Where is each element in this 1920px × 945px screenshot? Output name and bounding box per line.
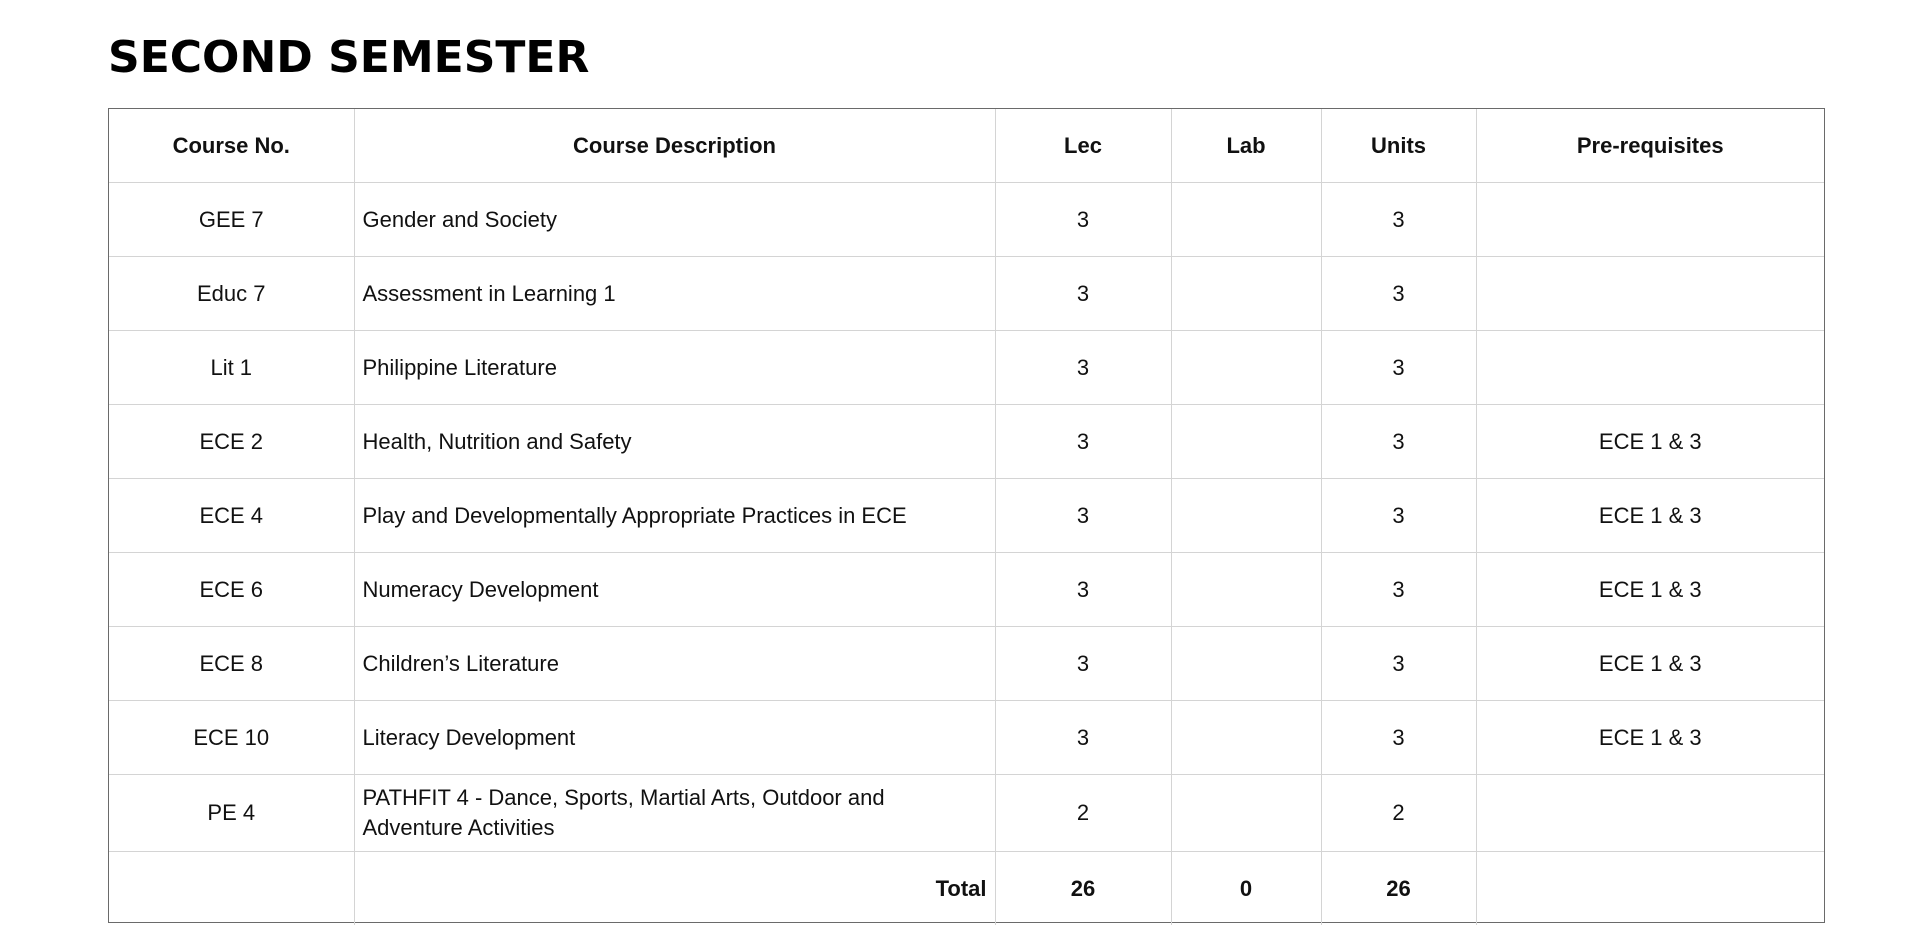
total-lab: 0: [1171, 852, 1321, 926]
lab-value: [1171, 257, 1321, 331]
curriculum-table: [108, 108, 1825, 923]
lab-value: [1171, 775, 1321, 852]
course-no: ECE 6: [109, 553, 354, 627]
header-lec: Lec: [995, 109, 1171, 183]
prerequisites: ECE 1 & 3: [1476, 701, 1824, 775]
units-value: 3: [1321, 479, 1476, 553]
course-no: ECE 2: [109, 405, 354, 479]
units-value: 2: [1321, 775, 1476, 852]
table-row: [109, 553, 1824, 627]
lab-value: [1171, 479, 1321, 553]
lab-value: [1171, 701, 1321, 775]
header-course-no: Course No.: [109, 109, 354, 183]
lec-value: 3: [995, 183, 1171, 257]
course-description: Gender and Society: [354, 183, 995, 257]
lec-value: 3: [995, 331, 1171, 405]
lab-value: [1171, 183, 1321, 257]
lec-value: 3: [995, 701, 1171, 775]
course-no: GEE 7: [109, 183, 354, 257]
header-lab: Lab: [1171, 109, 1321, 183]
lab-value: [1171, 331, 1321, 405]
prerequisites: [1476, 331, 1824, 405]
table-row: [109, 701, 1824, 775]
units-value: 3: [1321, 627, 1476, 701]
course-no: PE 4: [109, 775, 354, 852]
units-value: 3: [1321, 183, 1476, 257]
prerequisites: ECE 1 & 3: [1476, 553, 1824, 627]
total-empty-cell: [109, 852, 354, 926]
total-prereq-empty-cell: [1476, 852, 1824, 926]
table-header-row: [109, 109, 1824, 183]
units-value: 3: [1321, 257, 1476, 331]
prerequisites: [1476, 775, 1824, 852]
course-no: ECE 8: [109, 627, 354, 701]
course-description: Numeracy Development: [354, 553, 995, 627]
lab-value: [1171, 627, 1321, 701]
course-description: Literacy Development: [354, 701, 995, 775]
course-description: Play and Developmentally Appropriate Practices in ECE: [354, 479, 995, 553]
course-no: Educ 7: [109, 257, 354, 331]
course-description: PATHFIT 4 - Dance, Sports, Martial Arts, Outdoor and Adventure Activities: [354, 775, 995, 852]
table-row: [109, 183, 1824, 257]
total-label: Total: [354, 852, 995, 926]
total-row: [109, 852, 1824, 926]
header-prerequisites: Pre-requisites: [1476, 109, 1824, 183]
table-row: [109, 775, 1824, 852]
course-description: Philippine Literature: [354, 331, 995, 405]
prerequisites: [1476, 183, 1824, 257]
table-row: [109, 257, 1824, 331]
units-value: 3: [1321, 405, 1476, 479]
course-description: Children’s Literature: [354, 627, 995, 701]
prerequisites: ECE 1 & 3: [1476, 627, 1824, 701]
course-description: Health, Nutrition and Safety: [354, 405, 995, 479]
course-no: Lit 1: [109, 331, 354, 405]
lec-value: 2: [995, 775, 1171, 852]
total-units: 26: [1321, 852, 1476, 926]
prerequisites: [1476, 257, 1824, 331]
units-value: 3: [1321, 553, 1476, 627]
lab-value: [1171, 553, 1321, 627]
units-value: 3: [1321, 331, 1476, 405]
lab-value: [1171, 405, 1321, 479]
prerequisites: ECE 1 & 3: [1476, 479, 1824, 553]
course-description: Assessment in Learning 1: [354, 257, 995, 331]
header-units: Units: [1321, 109, 1476, 183]
total-lec: 26: [995, 852, 1171, 926]
table-row: [109, 405, 1824, 479]
page-title: SECOND SEMESTER: [108, 32, 590, 83]
lec-value: 3: [995, 479, 1171, 553]
lec-value: 3: [995, 553, 1171, 627]
table-row: [109, 479, 1824, 553]
prerequisites: ECE 1 & 3: [1476, 405, 1824, 479]
lec-value: 3: [995, 405, 1171, 479]
header-course-description: Course Description: [354, 109, 995, 183]
course-no: ECE 4: [109, 479, 354, 553]
lec-value: 3: [995, 257, 1171, 331]
course-no: ECE 10: [109, 701, 354, 775]
units-value: 3: [1321, 701, 1476, 775]
lec-value: 3: [995, 627, 1171, 701]
table-row: [109, 331, 1824, 405]
table-row: [109, 627, 1824, 701]
